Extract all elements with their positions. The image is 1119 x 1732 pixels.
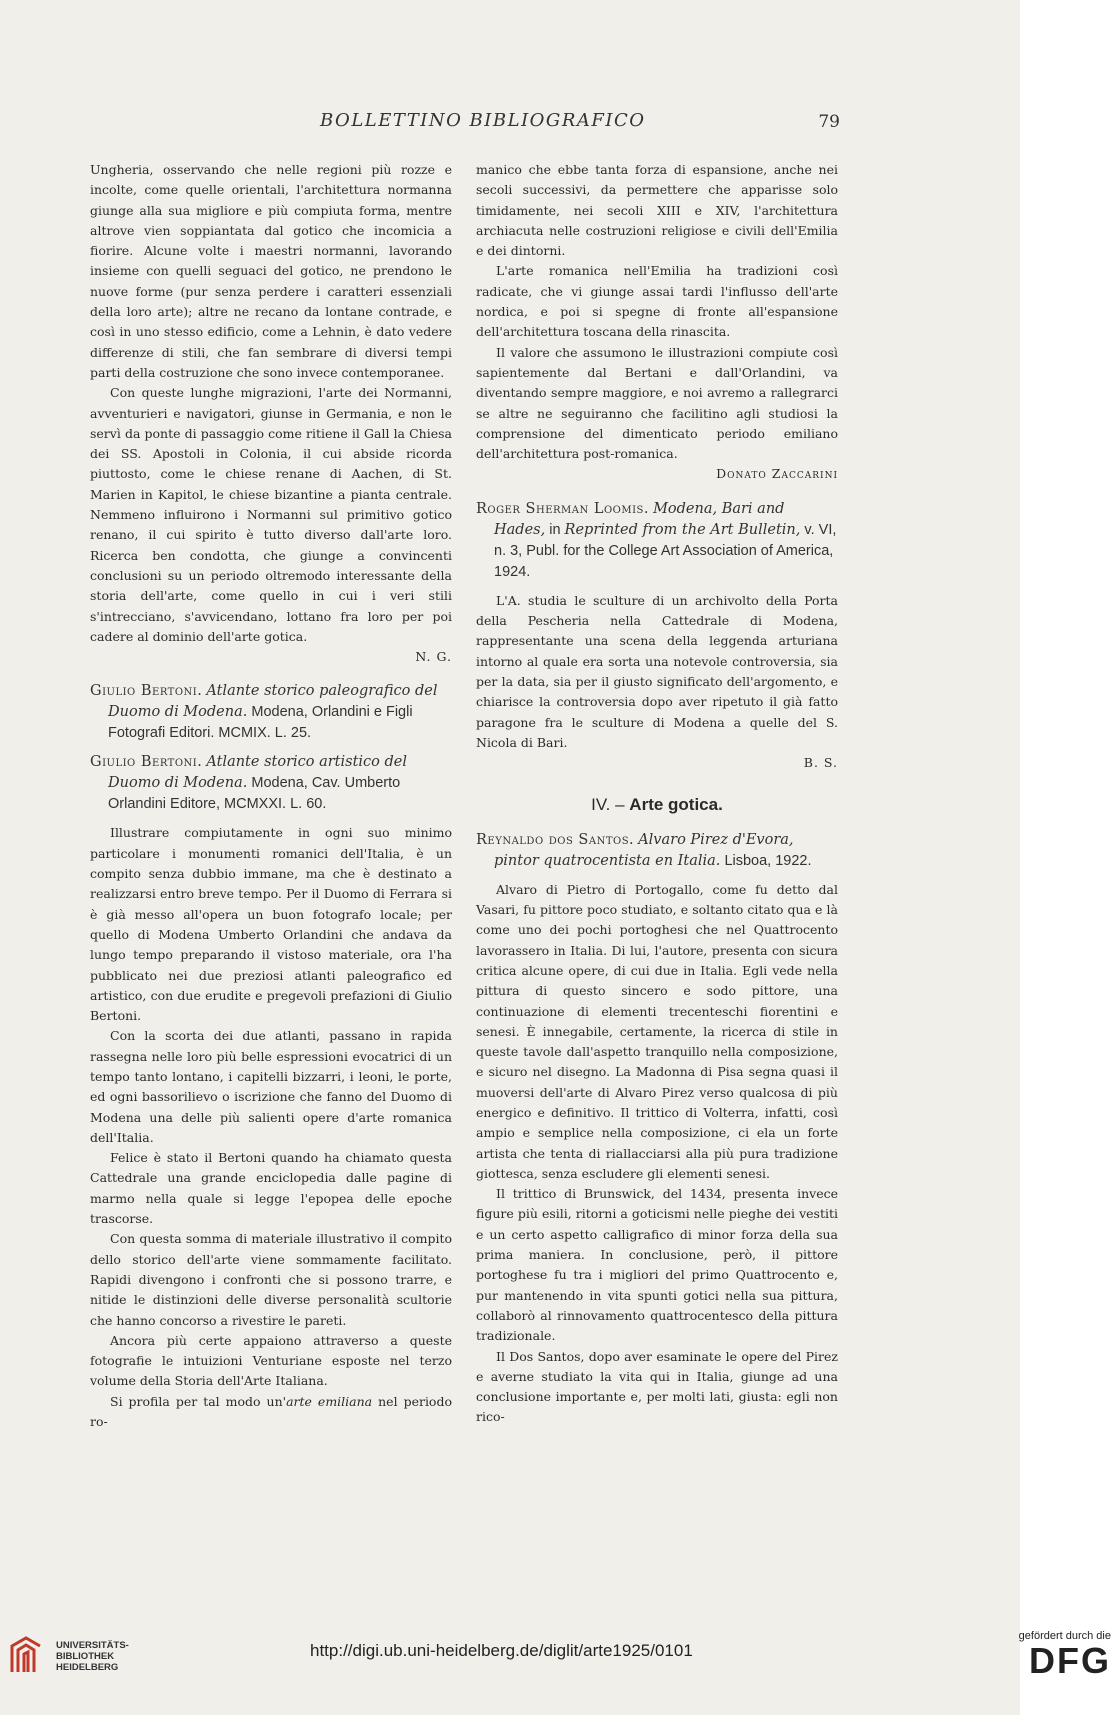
paragraph: Illustrare compiutamente in ogni suo minimo particolare i monumenti romanici dell'Italia, è un compito senza dubbio immane, ma che è destinato a realizzarsi entro breve tempo. Per il Duomo di Ferrara si è già messo all'opera un buon fotografo locale; per quello di Modena Umberto Orlandini che andava da lungo tempo preparando il vistoso materiale, ora l'ha pubblicato nei due preziosi atlanti paleografico ed artistico, con due erudite e pregevoli prefazioni di Giulio Bertoni.	[90, 825, 452, 1024]
left-column	[90, 160, 452, 1432]
bib-author: Giulio Bertoni.	[90, 754, 203, 771]
paragraph: Si profila per tal modo un'arte emiliana nel periodo ro-	[90, 1393, 452, 1430]
bottom-margin	[0, 1715, 1119, 1732]
bib-title: Modena, Bari and Hades,	[494, 500, 785, 538]
university-library-logo[interactable]	[6, 1632, 146, 1678]
signature: B. S.	[803, 755, 838, 771]
signature: Donato Zaccarini	[716, 466, 838, 482]
paragraph: L'arte romanica nell'Emilia ha tradizioni così radicate, che vi giunge assai tardi l'influsso dell'arte nordica, e poi si spegne di fronte all'espansione dell'architettura toscana della rinascita.	[476, 263, 838, 340]
page-header	[90, 110, 840, 140]
library-name-line: HEIDELBERG	[56, 1662, 119, 1673]
bib-author: Giulio Bertoni.	[90, 683, 203, 700]
paragraph: L'A. studia le sculture di un archivolto della Porta della Pescheria nella Cattedrale di Modena, rappresentante una scena della leggenda arturiana intorno al quale era sorta una notevole controversia, sia per la data, sia per il giusto significato dell'argomento, e chiarisce la controversia dopo aver ripetuto il già fatto paragone fra le sculture di Modena a quelle del S. Nicola di Bari.	[476, 592, 838, 750]
bib-publication: Lisboa, 1922.	[724, 852, 812, 869]
dfg-logo-text: DFG	[1029, 1640, 1111, 1681]
bib-publication: Modena, Orlandini e Figli Fotografi Editori. MCMIX. L. 25.	[108, 704, 413, 742]
library-emblem-icon	[6, 1634, 48, 1676]
bib-title: Atlante storico paleografico del Duomo di Modena.	[108, 683, 438, 721]
section-heading: IV. – Arte gotica.	[591, 795, 723, 815]
right-column	[476, 160, 838, 1428]
bib-author: Reynaldo dos Santos.	[476, 831, 635, 848]
dfg-sponsor-logo[interactable]	[1001, 1630, 1111, 1680]
bib-source: Reprinted from the Art Bulletin,	[564, 521, 801, 538]
bibliography-entry: Roger Sherman Loomis. Modena, Bari and Hades, in Reprinted from the Art Bulletin, v. VI, n. 3, Publ. for the College Art Association of America, 1924.	[476, 500, 837, 580]
bib-publication: Modena, Cav. Umberto Orlandini Editore, MCMXXI. L. 60.	[108, 775, 401, 813]
paragraph: Alvaro di Pietro di Portogallo, come fu detto dal Vasari, fu pittore poco studiato, e soltanto citato qua e là come uno dei pochi portoghesi che nel Quattrocento lavorassero in Italia. Di lui, l'autore, presenta con sicura critica alcune opere, di cui due in Italia. Egli vede nella pittura di questo sincero e sodo pittore, una continuazione di elementi trecenteschi fiorentini e senesi. È innegabile, certamente, la ricerca di stile in queste tavole dall'aspetto tranquillo nella composizione, e sicuro nel disegno. La Madonna di Pisa segna quasi il muoversi dell'arte di Alvaro Pirez verso qualcosa di più energico e definitivo. Il trittico di Volterra, infatti, così ampio e semplice nella composizione, ci ela un forte artista che tenta di riallacciarsi alla più pura tradizione giottesca, senza escludere gli elementi senesi.	[476, 881, 838, 1181]
bibliography-entry	[90, 752, 452, 815]
library-name-line: UNIVERSITÄTS-	[56, 1640, 129, 1651]
paragraph: Ungheria, osservando che nelle regioni più rozze e incolte, come quelle orientali, l'architettura normanna giunge alla sua migliore e più compiuta forma, mentre altrove vien soppiantata dal gotico che incomicia a fiorire. Alcune volte i maestri normanni, lavorando insieme con quelli seguaci del gotico, ne prendono le nuove forme (pur senza perdere i caratteri essenziali della loro arte); altre ne recano da lontane contrade, e così in uno stesso edificio, come a Lehnin, è dato vedere differenze di stili, che fan sembrare di diversi tempi parti della costruzione che sono invece contemporanee.	[90, 162, 452, 380]
paragraph: Il Dos Santos, dopo aver esaminate le opere del Pirez e averne studiato la vita qui in Italia, giunge ad una conclusione importante e, per molti lati, giusta: egli non rico-	[476, 1348, 838, 1425]
running-title: BOLLETTINO BIBLIOGRAFICO	[320, 110, 646, 131]
bib-title: Alvaro Pirez d'Evora, pintor quatrocentista en Italia.	[494, 831, 794, 869]
bibliography-entry	[90, 681, 452, 744]
bib-author: Roger Sherman Loomis.	[476, 500, 650, 517]
bib-publication: v. VI, n. 3, Publ. for the College Art Association of America, 1924.	[494, 521, 837, 580]
paragraph: Il trittico di Brunswick, del 1434, presenta invece figure più esili, ritorni a goticismi nelle pieghe dei vestiti e un certo aspetto calligrafico di minor forza della sua prima maniera. In conclusione, però, il pittore portoghese fu tra i migliori del primo Quattrocento e, pur mantenendo in vita spunti gotici nella sua pittura, collaborò al rinnovamento quattrocentesco della pittura tradizionale.	[476, 1186, 838, 1344]
paragraph: Con questa somma di materiale illustrativo il compito dello storico dell'arte viene sommamente facilitato. Rapidi divengono i confronti che si possono trarre, e nitide le distinzioni delle diverse personalità scultorie che hanno concorso a rivestire le pareti.	[90, 1231, 452, 1328]
page-number: 79	[818, 112, 840, 132]
paragraph: manico che ebbe tanta forza di espansione, anche nei secoli successivi, da permettere che apparisse solo timidamente, nei secoli XIII e XIV, l'architettura archiacuta nelle costruzioni religiose e civili dell'Emilia e dei dintorni.	[476, 162, 838, 259]
bibliography-entry	[476, 830, 838, 872]
paragraph: Con queste lunghe migrazioni, l'arte dei Normanni, avventurieri e navigatori, giunse in Germania, e non le servì da ponte di passaggio come ritiene il Gall la Chiesa dei SS. Apostoli in Colonia, il cui abside ricorda piuttosto, come le chiese renane di Aachen, di St. Marien in Kapitol, le chiese bizantine a pianta centrale. Nemmeno influirono i Normanni sul primitivo gotico renano, il cui spirito è tutto diverso dall'arte loro. Ricerca ben condotta, che giunge a convincenti conclusioni su un periodo oltremodo interessante della storia dell'arte, come quello in cui i veri stili s'intrecciano, s'avvicendano, lottano fra loro per poi cadere al dominio dell'arte gotica.	[90, 385, 452, 644]
sponsor-label: gefördert durch die	[1018, 1630, 1111, 1642]
bib-title: Atlante storico artistico del Duomo di Modena.	[108, 754, 408, 792]
paragraph: Felice è stato il Bertoni quando ha chiamato questa Cattedrale una grande enciclopedia dalle pagine di marmo nella quale si legge l'epopea delle epoche trascorse.	[90, 1150, 452, 1227]
source-url-link[interactable]: http://digi.ub.uni-heidelberg.de/diglit/arte1925/0101	[310, 1641, 693, 1660]
paragraph: Ancora più certe appaiono attraverso a queste fotografie le intuizioni Venturiane esposte nel terzo volume della Storia dell'Arte Italiana.	[90, 1332, 452, 1389]
paragraph: Con la scorta dei due atlanti, passano in rapida rassegna nelle loro più belle espressioni evocatrici di un tempo tanto lontano, i capitelli bizzarri, i leoni, le porte, ed ogni bassorilievo o iscrizione che fanno del Duomo di Modena una delle più salienti opere d'arte romanica dell'Italia.	[90, 1028, 452, 1145]
paragraph: Il valore che assumono le illustrazioni compiute così sapientemente dal Bertani e dall'Orlandini, va diventando sempre maggiore, e noi avremo a rallegrarci se altre ne seguiranno che facilitino agli studiosi la comprensione del dimenticato periodo emiliano dell'architettura post-romanica.	[476, 344, 838, 462]
signature: N. G.	[415, 649, 452, 665]
library-name-line: BIBLIOTHEK	[56, 1651, 115, 1662]
